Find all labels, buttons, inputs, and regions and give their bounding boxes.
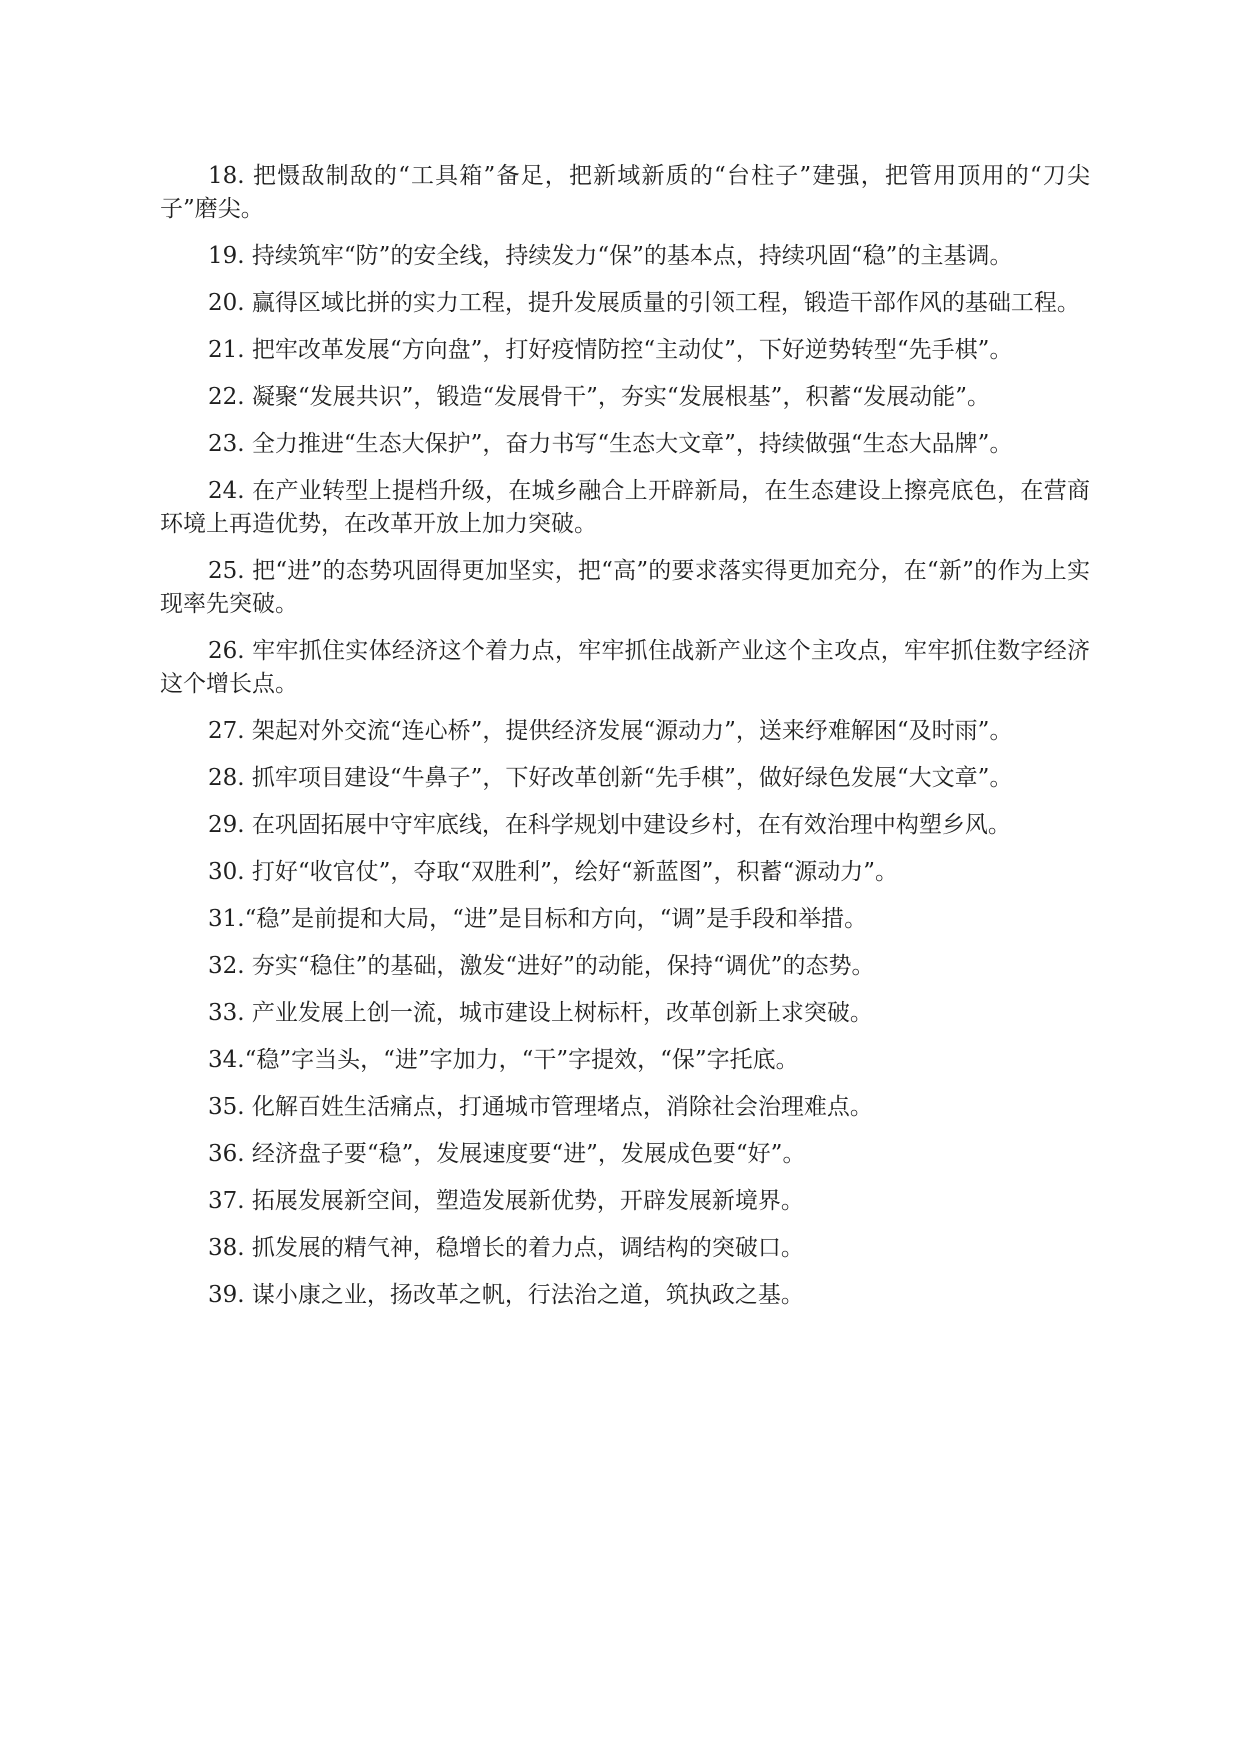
list-item: 33. 产业发展上创一流，城市建设上树标杆，改革创新上求突破。 [208,1000,873,1026]
list-item: 30. 打好“收官仗”，夺取“双胜利”，绘好“新蓝图”，积蓄“源动力”。 [208,859,898,885]
list-item: 21. 把牢改革发展“方向盘”，打好疫情防控“主动仗”，下好逆势转型“先手棋”。 [208,337,1013,363]
list-item: 22. 凝聚“发展共识”，锻造“发展骨干”，夯实“发展根基”，积蓄“发展动能”。 [208,384,990,410]
list-item: 38. 抓发展的精气神，稳增长的着力点，调结构的突破口。 [208,1235,804,1261]
list-item: 26. 牢牢抓住实体经济这个着力点，牢牢抓住战新产业这个主攻点，牢牢抓住数字经济这个增长点。 [160,638,1090,697]
list-item: 19. 持续筑牢“防”的安全线，持续发力“保”的基本点，持续巩固“稳”的主基调。 [208,243,1013,269]
document-body [160,160,1090,1326]
list-item: 27. 架起对外交流“连心桥”，提供经济发展“源动力”，送来纾难解困“及时雨”。 [208,718,1013,744]
list-item: 37. 拓展发展新空间，塑造发展新优势，开辟发展新境界。 [208,1188,804,1214]
list-item: 29. 在巩固拓展中守牢底线，在科学规划中建设乡村，在有效治理中构塑乡风。 [208,812,1011,838]
list-item: 18. 把慑敌制敌的“工具箱”备足，把新域新质的“台柱子”建强，把管用顶用的“刀尖子”磨尖。 [160,163,1090,222]
list-item: 36. 经济盘子要“稳”，发展速度要“进”，发展成色要“好”。 [208,1141,806,1167]
list-item: 24. 在产业转型上提档升级，在城乡融合上开辟新局，在生态建设上擦亮底色，在营商环境上再造优势，在改革开放上加力突破。 [160,478,1090,537]
list-item: 20. 赢得区域比拼的实力工程，提升发展质量的引领工程，锻造干部作风的基础工程。 [208,290,1080,316]
list-item: 23. 全力推进“生态大保护”，奋力书写“生态大文章”，持续做强“生态大品牌”。 [208,431,1013,457]
list-item: 34.“稳”字当头，“进”字加力，“干”字提效，“保”字托底。 [208,1047,799,1073]
list-item: 31.“稳”是前提和大局，“进”是目标和方向，“调”是手段和举措。 [208,906,868,932]
list-item: 39. 谋小康之业，扬改革之帆，行法治之道，筑执政之基。 [208,1282,804,1308]
list-item: 28. 抓牢项目建设“牛鼻子”，下好改革创新“先手棋”，做好绿色发展“大文章”。 [208,765,1013,791]
list-item: 32. 夯实“稳住”的基础，激发“进好”的动能，保持“调优”的态势。 [208,953,875,979]
list-item: 25. 把“进”的态势巩固得更加坚实，把“高”的要求落实得更加充分，在“新”的作为上实现率先突破。 [160,558,1090,617]
list-item: 35. 化解百姓生活痛点，打通城市管理堵点，消除社会治理难点。 [208,1094,873,1120]
